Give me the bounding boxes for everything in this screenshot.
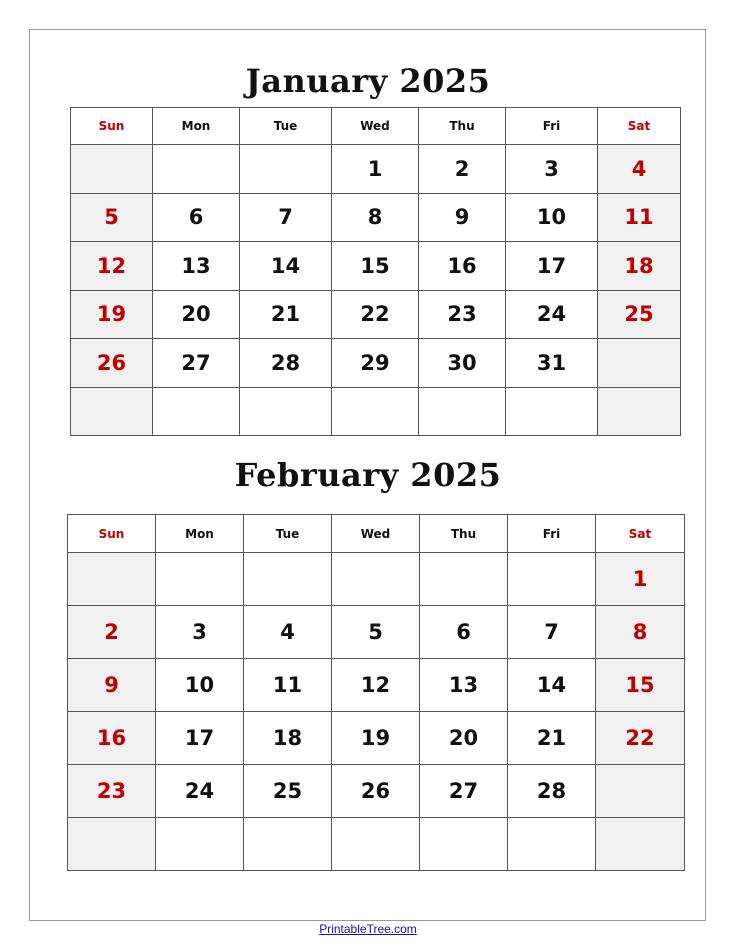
day-cell	[68, 659, 156, 712]
day-cell	[596, 712, 685, 765]
day-cell	[240, 193, 332, 242]
day-number: 13	[181, 253, 211, 278]
day-cell	[240, 145, 332, 194]
day-number: 18	[272, 726, 303, 750]
day-number: 15	[625, 673, 655, 697]
day-cell	[419, 339, 506, 388]
day-cell	[71, 242, 153, 291]
day-number: 25	[624, 302, 654, 327]
day-cell	[508, 712, 596, 765]
day-cell	[596, 818, 685, 871]
weekday-header-row	[71, 108, 681, 145]
week-row	[68, 659, 685, 712]
week-row	[71, 339, 681, 388]
day-cell	[244, 712, 332, 765]
day-cell	[332, 606, 420, 659]
day-number: 29	[360, 350, 390, 375]
day-number: 28	[536, 779, 567, 803]
day-cell	[71, 387, 153, 436]
day-number: 7	[544, 620, 559, 644]
day-number: 16	[96, 726, 127, 750]
day-cell	[598, 193, 681, 242]
day-number: 24	[184, 779, 215, 803]
day-cell	[240, 339, 332, 388]
day-cell	[506, 339, 598, 388]
day-cell	[508, 606, 596, 659]
weekday-header-fri: Fri	[508, 515, 596, 553]
day-number: 4	[631, 156, 647, 181]
day-number: 14	[270, 253, 301, 278]
day-cell	[68, 818, 156, 871]
day-cell	[596, 606, 685, 659]
day-number: 22	[625, 726, 655, 750]
day-cell	[596, 553, 685, 606]
day-cell	[598, 145, 681, 194]
day-number: 1	[367, 156, 383, 181]
day-cell	[244, 818, 332, 871]
day-number: 4	[280, 620, 295, 644]
day-cell	[244, 606, 332, 659]
week-row	[68, 553, 685, 606]
day-cell	[332, 339, 419, 388]
week-row	[71, 242, 681, 291]
day-cell	[332, 193, 419, 242]
day-number: 23	[447, 302, 477, 327]
day-cell	[420, 765, 508, 818]
day-cell	[598, 339, 681, 388]
day-cell	[506, 387, 598, 436]
day-number: 21	[536, 726, 567, 750]
day-cell	[506, 193, 598, 242]
day-cell	[240, 387, 332, 436]
day-cell	[153, 193, 240, 242]
day-cell	[153, 339, 240, 388]
day-number: 22	[360, 302, 390, 327]
day-number: 11	[272, 673, 303, 697]
day-cell	[419, 193, 506, 242]
day-number: 24	[536, 302, 567, 327]
day-number: 26	[360, 779, 391, 803]
day-cell	[420, 553, 508, 606]
day-number: 20	[181, 302, 211, 327]
day-number: 27	[181, 350, 211, 375]
day-cell	[240, 242, 332, 291]
day-cell	[71, 339, 153, 388]
day-number: 17	[536, 253, 567, 278]
day-cell	[332, 145, 419, 194]
weekday-header-wed: Wed	[332, 515, 420, 553]
day-cell	[420, 818, 508, 871]
day-cell	[156, 712, 244, 765]
day-number: 8	[632, 620, 648, 644]
day-number: 6	[456, 620, 471, 644]
day-cell	[156, 659, 244, 712]
day-number: 9	[454, 205, 470, 230]
weekday-header-sat: Sat	[598, 108, 681, 145]
day-number: 8	[367, 205, 383, 230]
calendar-grid-february	[67, 514, 685, 871]
day-number: 9	[104, 673, 119, 697]
day-cell	[419, 290, 506, 339]
day-number: 31	[536, 350, 567, 375]
day-number: 15	[360, 253, 390, 278]
day-number: 14	[536, 673, 567, 697]
day-cell	[156, 818, 244, 871]
weekday-header-fri: Fri	[506, 108, 598, 145]
day-cell	[156, 606, 244, 659]
day-cell	[419, 145, 506, 194]
weekday-header-wed: Wed	[332, 108, 419, 145]
week-row	[68, 712, 685, 765]
printabletree-link[interactable]: PrintableTree.com	[319, 922, 417, 936]
day-cell	[244, 659, 332, 712]
day-number: 19	[360, 726, 391, 750]
day-cell	[598, 387, 681, 436]
day-number: 17	[184, 726, 215, 750]
day-number: 10	[184, 673, 215, 697]
day-number: 5	[368, 620, 383, 644]
day-cell	[332, 290, 419, 339]
day-number: 3	[192, 620, 207, 644]
week-row	[68, 606, 685, 659]
week-row	[71, 387, 681, 436]
day-cell	[598, 242, 681, 291]
day-number: 23	[96, 779, 127, 803]
day-cell	[244, 765, 332, 818]
day-number: 21	[270, 302, 301, 327]
day-number: 18	[624, 253, 654, 278]
day-cell	[71, 290, 153, 339]
day-number: 1	[632, 567, 648, 591]
day-cell	[240, 290, 332, 339]
weekday-header-tue: Tue	[240, 108, 332, 145]
day-cell	[68, 606, 156, 659]
day-cell	[420, 659, 508, 712]
day-cell	[332, 553, 420, 606]
day-cell	[419, 242, 506, 291]
day-cell	[68, 553, 156, 606]
day-number: 2	[454, 156, 470, 181]
day-cell	[68, 765, 156, 818]
day-cell	[332, 712, 420, 765]
weekday-header-sun: Sun	[68, 515, 156, 553]
day-number: 13	[448, 673, 479, 697]
day-cell	[596, 659, 685, 712]
day-cell	[508, 659, 596, 712]
day-number: 5	[104, 205, 119, 230]
day-cell	[420, 606, 508, 659]
day-cell	[153, 290, 240, 339]
day-number: 16	[447, 253, 477, 278]
week-row	[71, 290, 681, 339]
weekday-header-row	[68, 515, 685, 553]
day-cell	[419, 387, 506, 436]
day-number: 27	[448, 779, 479, 803]
week-row	[68, 765, 685, 818]
day-cell	[153, 242, 240, 291]
day-number: 12	[96, 253, 127, 278]
day-cell	[508, 818, 596, 871]
weekday-header-tue: Tue	[244, 515, 332, 553]
day-cell	[156, 553, 244, 606]
day-number: 26	[96, 350, 127, 375]
day-number: 11	[624, 205, 654, 230]
day-number: 30	[447, 350, 477, 375]
day-cell	[153, 387, 240, 436]
day-cell	[332, 765, 420, 818]
day-number: 2	[104, 620, 119, 644]
weekday-header-sat: Sat	[596, 515, 685, 553]
day-cell	[156, 765, 244, 818]
week-row	[71, 145, 681, 194]
day-cell	[71, 145, 153, 194]
week-row	[68, 818, 685, 871]
day-cell	[332, 242, 419, 291]
day-cell	[506, 290, 598, 339]
day-cell	[598, 290, 681, 339]
day-cell	[71, 193, 153, 242]
day-number: 7	[278, 205, 293, 230]
day-cell	[508, 765, 596, 818]
day-cell	[68, 712, 156, 765]
day-number: 25	[272, 779, 303, 803]
day-cell	[506, 242, 598, 291]
day-cell	[332, 659, 420, 712]
calendar-title-january: January 2025	[245, 62, 491, 100]
weekday-header-thu: Thu	[420, 515, 508, 553]
day-cell	[332, 818, 420, 871]
day-number: 19	[96, 302, 127, 327]
day-cell	[244, 553, 332, 606]
day-cell	[596, 765, 685, 818]
weekday-header-sun: Sun	[71, 108, 153, 145]
day-number: 6	[188, 205, 204, 230]
day-number: 12	[360, 673, 391, 697]
weekday-header-thu: Thu	[419, 108, 506, 145]
weekday-header-mon: Mon	[156, 515, 244, 553]
day-cell	[153, 145, 240, 194]
day-cell	[508, 553, 596, 606]
week-row	[71, 193, 681, 242]
day-number: 28	[270, 350, 301, 375]
day-cell	[332, 387, 419, 436]
calendar-grid-january	[70, 107, 681, 436]
day-number: 20	[448, 726, 479, 750]
calendar-title-february: February 2025	[234, 456, 502, 494]
day-number: 10	[536, 205, 567, 230]
weekday-header-mon: Mon	[153, 108, 240, 145]
day-number: 3	[544, 156, 559, 181]
day-cell	[420, 712, 508, 765]
day-cell	[506, 145, 598, 194]
